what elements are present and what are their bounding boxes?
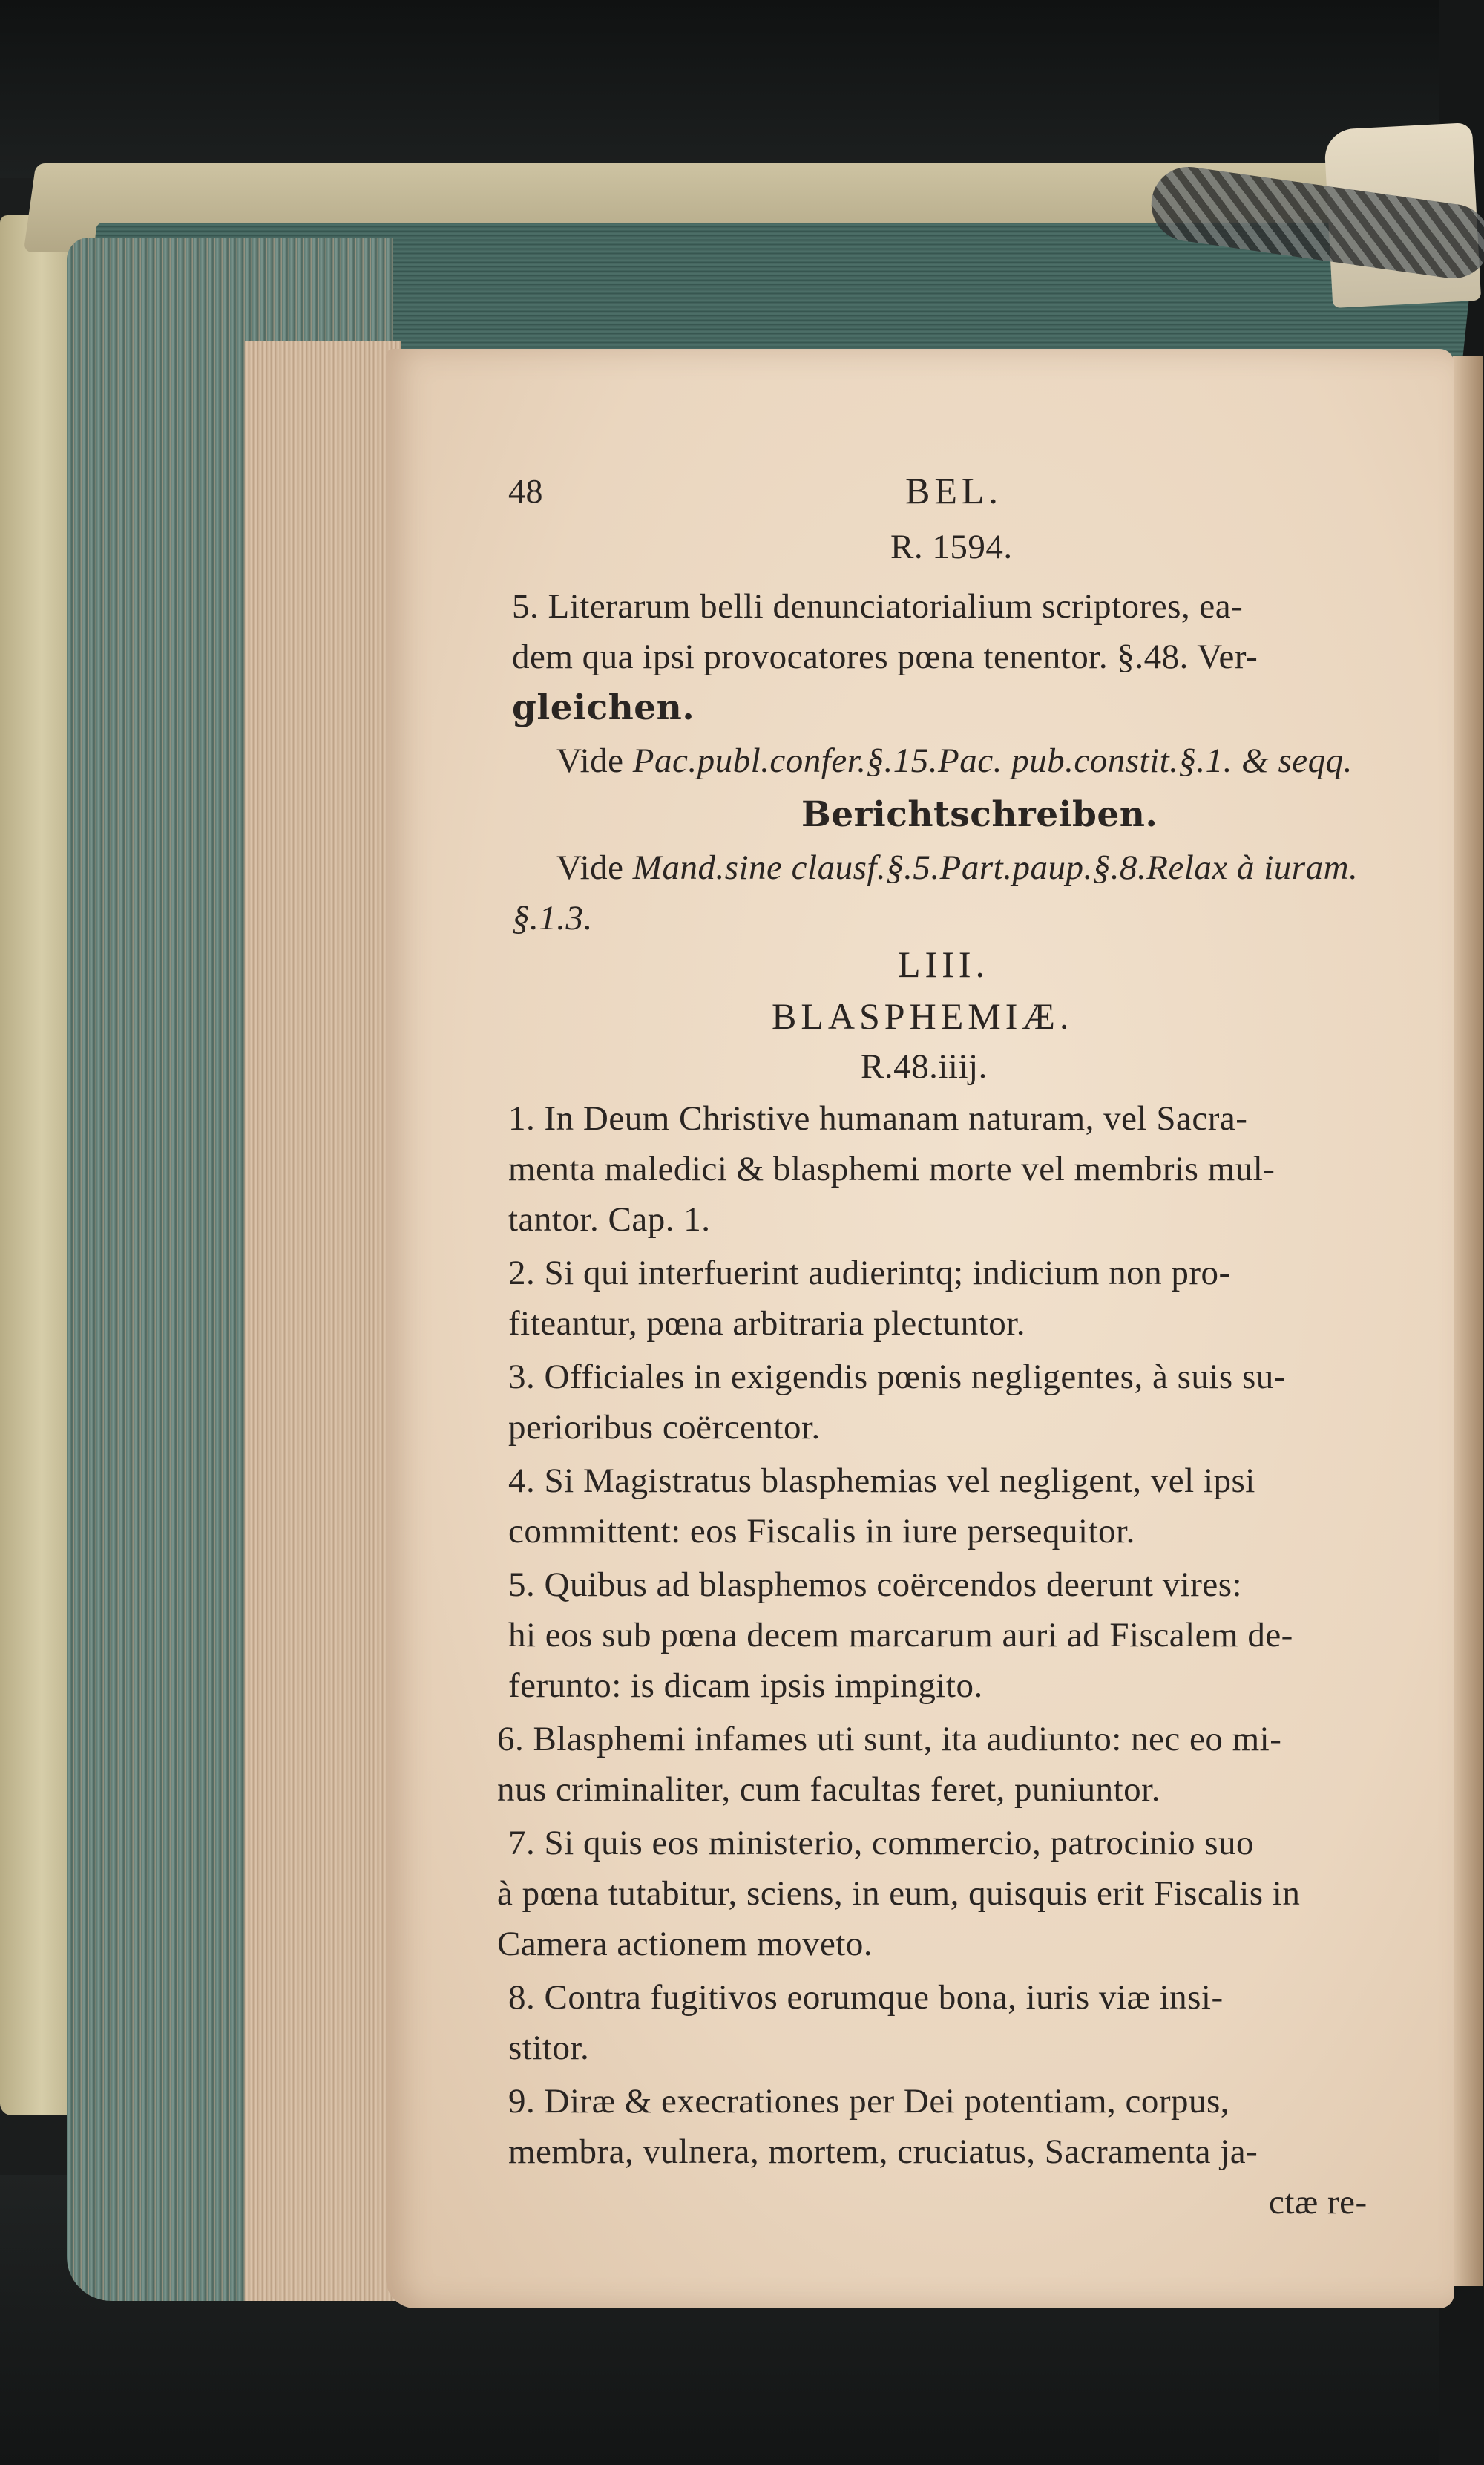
paragraph-line: 5. Literarum belli denunciatorialium scriptores, ea- xyxy=(512,587,1244,626)
vide-reference xyxy=(556,741,1353,781)
body-line: 8. Contra fugitivos eorumque bona, iuris viæ insi- xyxy=(508,1978,1224,2017)
body-line: hi eos sub pœna decem marcarum auri ad Fiscalem de- xyxy=(508,1616,1293,1654)
page-edge-right xyxy=(1453,356,1483,2286)
body-line: 7. Si quis eos ministerio, commercio, patrocinio suo xyxy=(508,1824,1255,1862)
paragraph-line: gleichen. xyxy=(512,687,695,728)
body-line: 4. Si Magistratus blasphemias vel negligent, vel ipsi xyxy=(508,1461,1255,1500)
section-reference: R.48.iiij. xyxy=(861,1047,988,1086)
body-line: membra, vulnera, mortem, cruciatus, Sacramenta ja- xyxy=(508,2132,1258,2171)
body-line: tantor. Cap. 1. xyxy=(508,1200,711,1239)
body-line: 5. Quibus ad blasphemos coërcendos deerunt vires: xyxy=(508,1565,1243,1604)
vide-label: Vide xyxy=(556,742,624,780)
body-line: 3. Officiales in exigendis pœnis negligentes, à suis su- xyxy=(508,1358,1286,1396)
book-page xyxy=(386,349,1454,2308)
vide-citation: Mand.sine clausf.§.5.Part.paup.§.8.Relax à iuram. xyxy=(632,848,1359,887)
section-title: BLASPHEMIÆ. xyxy=(772,995,1074,1037)
vide-reference xyxy=(556,848,1358,888)
vide-continuation: §.1.3. xyxy=(512,899,593,937)
vide-label: Vide xyxy=(556,848,624,887)
body-line: nus criminaliter, cum facultas feret, puniuntor. xyxy=(497,1770,1160,1809)
catchword: ctæ re- xyxy=(1269,2183,1368,2222)
page-edges-inner xyxy=(245,341,401,2301)
body-line: 1. In Deum Christive humanam naturam, vel Sacra- xyxy=(508,1099,1248,1138)
running-head: BEL. xyxy=(905,470,1002,511)
body-line: fiteantur, pœna arbitraria plectuntor. xyxy=(508,1304,1026,1343)
reference-top: R. 1594. xyxy=(890,528,1013,566)
paragraph-line: dem qua ipsi provocatores pœna tenentor. §.48. Ver- xyxy=(512,638,1258,676)
body-line: Camera actionem moveto. xyxy=(497,1925,873,1963)
body-line: 6. Blasphemi infames uti sunt, ita audiunto: nec eo mi- xyxy=(497,1720,1282,1758)
body-line: perioribus coërcentor. xyxy=(508,1408,821,1447)
body-line: ferunto: is dicam ipsis impingito. xyxy=(508,1666,983,1705)
dark-background-top xyxy=(0,0,1484,178)
body-line: menta maledici & blasphemi morte vel membris mul- xyxy=(508,1150,1275,1188)
body-line: à pœna tutabitur, sciens, in eum, quisquis erit Fiscalis in xyxy=(497,1874,1301,1913)
body-line: 9. Diræ & execrationes per Dei potentiam, corpus, xyxy=(508,2082,1230,2121)
section-number: LIII. xyxy=(898,943,989,985)
vide-citation: Pac.publ.confer.§.15.Pac. pub.constit.§.1. & seqq. xyxy=(632,742,1353,780)
body-line: 2. Si qui interfuerint audierintq; indicium non pro- xyxy=(508,1254,1231,1292)
body-line: stitor. xyxy=(508,2029,590,2067)
body-line: committent: eos Fiscalis in iure persequitor. xyxy=(508,1512,1135,1551)
page-number: 48 xyxy=(508,472,543,510)
gothic-heading: Berichtschreiben. xyxy=(801,794,1158,835)
